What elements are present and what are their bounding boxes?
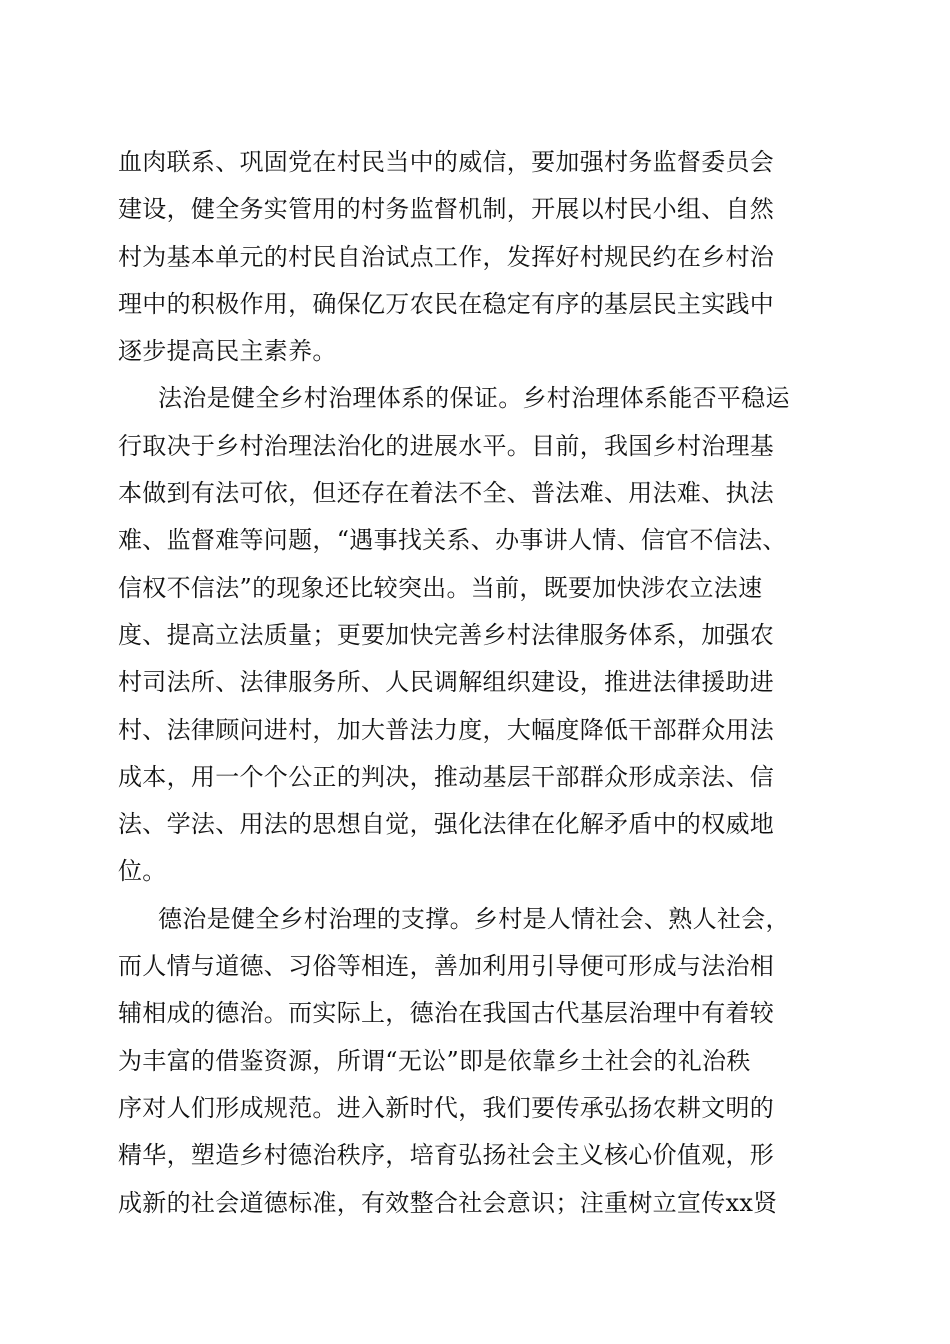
text-line: 建设，健全务实管用的村务监督机制，开展以村民小组、自然	[118, 195, 775, 224]
text-line: 理中的积极作用，确保亿万农民在稳定有序的基层民主实践中	[118, 289, 775, 318]
text-line: 本做到有法可依，但还存在着法不全、普法难、用法难、执法	[118, 479, 775, 508]
text-line: 序对人们形成规范。进入新时代，我们要传承弘扬农耕文明的	[118, 1093, 775, 1122]
body-text	[118, 139, 838, 1227]
text-line: 村司法所、法律服务所、人民调解组织建设，推进法律援助进	[118, 668, 775, 697]
text-line: 度、提高立法质量；更要加快完善乡村法律服务体系，加强农	[118, 620, 775, 649]
text-line: 而人情与道德、习俗等相连，善加利用引导便可形成与法治相	[118, 952, 775, 981]
text-line: 村、法律顾问进村，加大普法力度，大幅度降低干部群众用法	[118, 715, 775, 744]
paragraph-first-line: 德治是健全乡村治理的支撑。乡村是人情社会、熟人社会，	[158, 904, 790, 933]
text-line: 血肉联系、巩固党在村民当中的威信，要加强村务监督委员会	[118, 148, 775, 176]
text-line: 成本，用一个个公正的判决，推动基层干部群众形成亲法、信	[118, 762, 775, 791]
text-line: 行取决于乡村治理法治化的进展水平。目前，我国乡村治理基	[118, 431, 775, 460]
paragraph-first-line: 法治是健全乡村治理体系的保证。乡村治理体系能否平稳运	[158, 384, 790, 413]
text-line: 辅相成的德治。而实际上，德治在我国古代基层治理中有着较	[118, 999, 775, 1028]
text-line: 位。	[118, 857, 167, 886]
text-line: 精华，塑造乡村德治秩序，培育弘扬社会主义核心价值观，形	[118, 1141, 775, 1170]
text-line: 成新的社会道德标准，有效整合社会意识；注重树立宣传xx贤	[118, 1188, 778, 1217]
text-line: 难、监督难等问题，“遇事找关系、办事讲人情、信官不信法、	[118, 526, 787, 555]
text-line: 为丰富的借鉴资源，所谓“无讼”即是依靠乡土社会的礼治秩	[118, 1046, 751, 1075]
text-line: 法、学法、用法的思想自觉，强化法律在化解矛盾中的权威地	[118, 810, 775, 839]
text-line: 逐步提高民主素养。	[118, 337, 337, 366]
text-line: 村为基本单元的村民自治试点工作，发挥好村规民约在乡村治	[118, 242, 775, 271]
text-line: 信权不信法”的现象还比较突出。当前，既要加快涉农立法速	[118, 573, 763, 602]
